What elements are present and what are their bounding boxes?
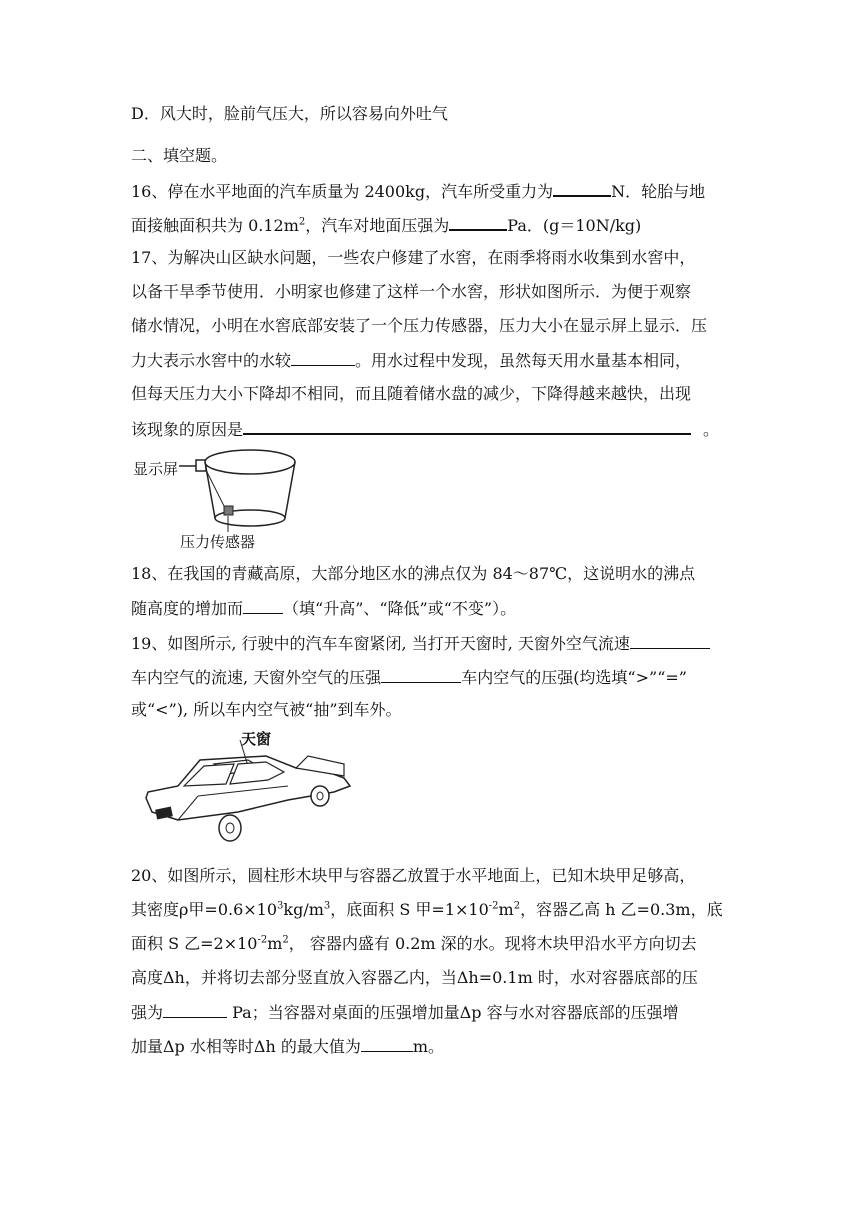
q20-line-5: [131, 1002, 731, 1023]
q16-line-1: [131, 180, 731, 202]
superscript: -2: [488, 900, 499, 912]
q16-text: ，汽车对地面压强为: [305, 216, 450, 235]
q19-line-2: [131, 667, 731, 688]
q20-text: 加量Δp 水相等时Δh 的最大值为: [131, 1037, 361, 1056]
answer-blank[interactable]: [361, 1036, 413, 1052]
superscript: -2: [257, 934, 268, 946]
q17-text: 力大表示水窖中的水较: [131, 351, 292, 370]
option-d: D．风大时，脸前气压大，所以容易向外吐气: [131, 104, 448, 123]
answer-blank[interactable]: [163, 1002, 227, 1018]
q18-text: 随高度的增加而: [131, 599, 244, 618]
water-cellar-figure: [180, 446, 310, 546]
superscript: 2: [298, 216, 306, 228]
pressure-sensor-label: 压力传感器: [180, 533, 256, 551]
q20-line-6: [131, 1036, 731, 1057]
q20-text: ，容器乙高 h 乙=0.3m，底: [520, 900, 723, 919]
q16-text: 16、停在水平地面的汽车质量为 2400kg，汽车所受重力为: [131, 182, 554, 201]
q17-line-2: 以备干旱季节使用．小明家也修建了这样一个水窖，形状如图所示．为便于观察: [131, 282, 692, 301]
answer-blank[interactable]: [291, 350, 355, 366]
q17-text: 。用水过程中发现，虽然每天用水量基本相同，: [355, 351, 692, 370]
q17-text: 。: [703, 420, 720, 439]
q20-text: Pa；当容器对桌面的压强增加量Δp 容与水对容器底部的压强增: [227, 1003, 679, 1022]
q17-text: 该现象的原因是: [131, 420, 244, 439]
q18-text: （填“升高”、“降低”或“不变”）。: [283, 599, 517, 618]
section-title: 二、填空题。: [131, 146, 228, 165]
q20-text: kg/m: [283, 900, 324, 919]
q17-line-6: [131, 418, 731, 440]
q16-text: Pa．(g＝10N/kg): [507, 216, 642, 235]
q19-text: 车内空气的流速, 天窗外空气的压强: [131, 668, 382, 687]
q20-text: ， 容器内盛有 0.2m 深的水。现将木块甲沿水平方向切去: [288, 934, 697, 953]
q16-text: 面接触面积共为 0.12m: [131, 216, 299, 235]
superscript: 3: [277, 900, 284, 912]
q20-text: ，底面积 S 甲=1×10: [330, 900, 489, 919]
q17-line-4: [131, 350, 731, 371]
q20-text: 强为: [131, 1003, 164, 1022]
q20-text: 面积 S 乙=2×10: [131, 934, 258, 953]
q19-line-1: [131, 633, 731, 654]
q18-line-1: 18、在我国的青藏高原，大部分地区水的沸点仅为 84～87℃，这说明水的沸点: [131, 564, 696, 583]
q19-line-3: 或“<”), 所以车内空气被“抽”到车外。: [131, 700, 402, 719]
q19-text: 19、如图所示, 行驶中的汽车车窗紧闭, 当打开天窗时, 天窗外空气流速: [131, 634, 630, 653]
q20-line-3: [131, 934, 731, 954]
q18-line-2: [131, 598, 731, 619]
answer-blank[interactable]: [381, 667, 461, 683]
superscript: 2: [513, 900, 521, 912]
q20-text: m。: [412, 1037, 445, 1056]
q20-text: 其密度ρ甲=0.6×10: [131, 900, 278, 919]
superscript: 3: [323, 900, 331, 912]
q20-line-1: 20、如图所示，圆柱形木块甲与容器乙放置于水平地面上，已知木块甲足够高，: [131, 866, 696, 885]
answer-blank[interactable]: [553, 180, 611, 197]
q17-line-1: 17、为解决山区缺水问题，一些农户修建了水窖，在雨季将雨水收集到水窖中，: [131, 248, 696, 267]
answer-blank[interactable]: [243, 418, 691, 435]
display-screen-label: 显示屏: [133, 460, 179, 478]
q20-line-4: 高度Δh，并将切去部分竖直放入容器乙内，当Δh=0.1m 时，水对容器底部的压: [131, 968, 698, 987]
answer-blank[interactable]: [243, 598, 283, 614]
q19-text: 车内空气的压强(均选填“>”“=”: [461, 668, 687, 687]
q16-line-2: [131, 214, 731, 236]
car-figure: [138, 746, 358, 846]
sunroof-label: 天窗: [241, 730, 272, 748]
q20-text: m: [498, 900, 514, 919]
answer-blank[interactable]: [449, 214, 507, 231]
q20-text: m: [267, 934, 283, 953]
superscript: 2: [282, 934, 289, 946]
q17-line-3: 储水情况，小明在水窖底部安装了一个压力传感器，压力大小在显示屏上显示．压: [131, 316, 708, 335]
answer-blank[interactable]: [630, 633, 710, 649]
q16-text: N．轮胎与地: [611, 182, 706, 201]
q20-line-2: [131, 900, 731, 920]
q17-line-5: 但每天压力大小下降却不相同，而且随着储水盘的减少，下降得越来越快，出现: [131, 384, 692, 403]
